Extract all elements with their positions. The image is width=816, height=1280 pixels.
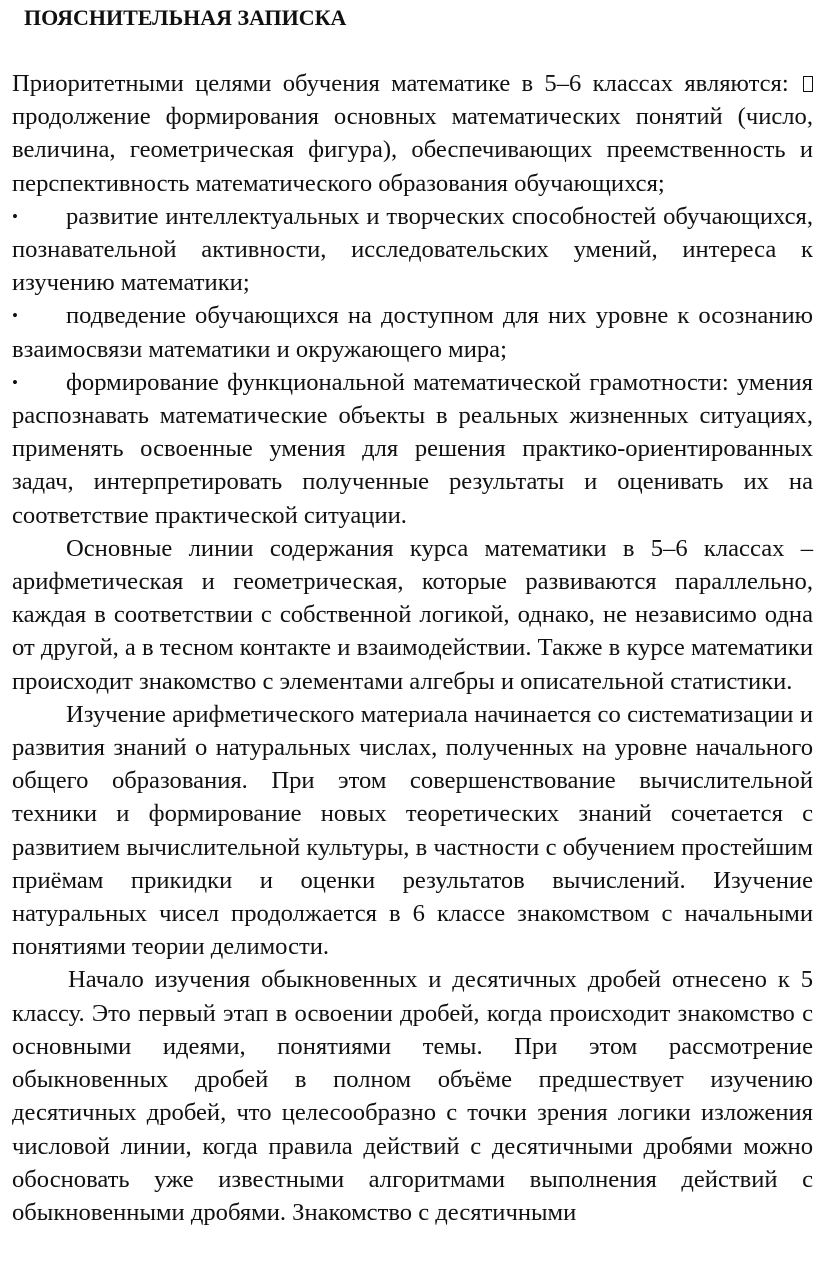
bullet-item [12, 299, 813, 365]
bullet-icon: • [12, 306, 18, 326]
intro-paragraph [12, 67, 813, 200]
body-paragraph: Основные линии содержания курса математики в 5–6 классах – арифметическая и геометрическая, которые развиваются параллельно, каждая в соответствии с собственной логикой, однако, не независимо одна от другой, а в тесном контакте и взаимодействии. Также в курсе математики происходит знакомство с элементами алгебры и описательной статистики. [12, 534, 813, 695]
bullet-text: формирование функциональной математической грамотности: умения распознавать математические объекты в реальных жизненных ситуациях, применять освоенные умения для решения практико-ориентированных задач, интерпретировать полученные результаты и оценивать их на соответствие практической ситуации. [12, 368, 813, 529]
bullet-item [12, 200, 813, 300]
body-paragraph: Начало изучения обыкновенных и десятичных дробей отнесено к 5 классу. Это первый этап в освоении дробей, когда происходит знакомство с основными идеями, понятиями темы. При этом рассмотрение обыкновенных дробей в полном объёме предшествует изучению десятичных дробей, что целесообразно с точки зрения логики изложения числовой линии, когда правила действий с десятичными дробями можно обосновать уже известными алгоритмами выполнения действий с обыкновенными дробями. Знакомство с десятичными [12, 966, 813, 1226]
bullet-icon: • [12, 372, 18, 392]
intro-text: Приоритетными целями обучения математике в 5–6 классах являются: [12, 70, 789, 97]
checkbox-glyph-icon [803, 76, 813, 92]
document-title: ПОЯСНИТЕЛЬНАЯ ЗАПИСКА [24, 5, 347, 30]
first-goal-text: продолжение формирования основных математических понятий (число, величина, геометрическая фигура), обеспечивающих преемственность и перспективность математического образования обучающихся; [12, 103, 813, 197]
bullet-icon: • [12, 206, 18, 226]
body-paragraph: Изучение арифметического материала начинается со систематизации и развития знаний о натуральных числах, полученных на уровне начального общего образования. При этом совершенствование вычислительной техники и формирование новых теоретических знаний сочетается с развитием вычислительной культуры, в частности с обучением простейшим приёмам прикидки и оценки результатов вычислений. Изучение натуральных чисел продолжается в 6 классе знакомством с начальными понятиями теории делимости. [12, 700, 813, 961]
bullet-item [12, 366, 813, 532]
document-page [12, 0, 813, 1229]
bullet-text: развитие интеллектуальных и творческих способностей обучающихся, познавательной активности, исследовательских умений, интереса к изучению математики; [12, 202, 813, 297]
bullet-text: подведение обучающихся на доступном для них уровне к осознанию взаимосвязи математики и окружающего мира; [12, 302, 813, 363]
